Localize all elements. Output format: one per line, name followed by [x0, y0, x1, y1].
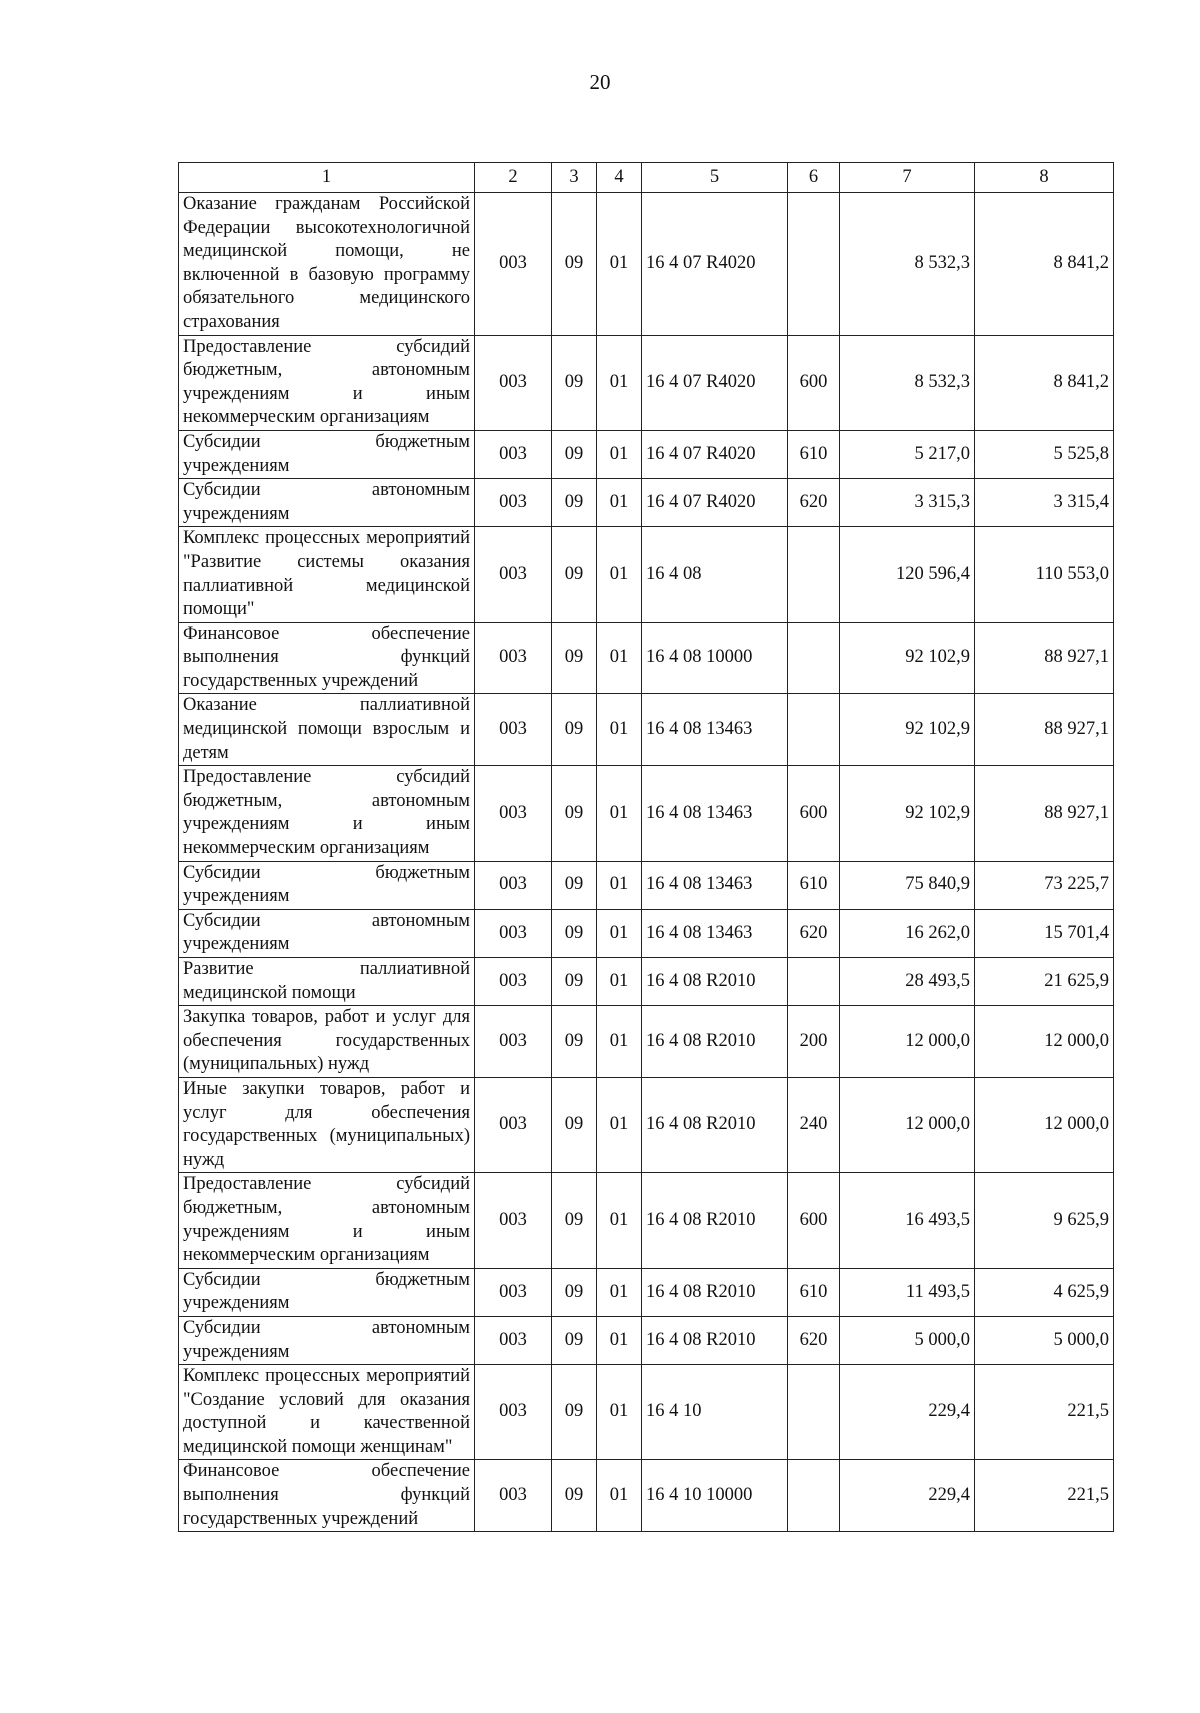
expense-type-cell: 600: [788, 766, 840, 861]
row-name-cell: Субсидии бюджетным учреждениям: [179, 861, 475, 909]
expense-type-cell: 610: [788, 1268, 840, 1316]
amount-year1-cell: 8 532,3: [840, 193, 975, 336]
column-header: 6: [788, 163, 840, 193]
expense-type-cell: 620: [788, 479, 840, 527]
target-article-cell: 16 4 08 R2010: [642, 1268, 788, 1316]
page-number: 20: [589, 70, 611, 94]
expense-type-cell: [788, 694, 840, 766]
ministry-code-cell: 003: [475, 430, 552, 478]
row-name-cell: Комплекс процессных мероприятий "Развитие системы оказания паллиативной медицинской помощи": [179, 527, 475, 622]
subsection-code-cell: 01: [597, 861, 642, 909]
ministry-code-cell: 003: [475, 766, 552, 861]
section-code-cell: 09: [552, 909, 597, 957]
table-row: [179, 694, 1114, 766]
table-row: [179, 909, 1114, 957]
target-article-cell: 16 4 08 13463: [642, 909, 788, 957]
table-row: [179, 622, 1114, 694]
target-article-cell: 16 4 08 13463: [642, 766, 788, 861]
row-name-cell: Предоставление субсидий бюджетным, автономным учреждениям и иным некоммерческим организациям: [179, 766, 475, 861]
table-row: [179, 527, 1114, 622]
table-row: [179, 766, 1114, 861]
expense-type-cell: 600: [788, 1173, 840, 1268]
amount-year2-cell: 12 000,0: [975, 1077, 1114, 1172]
section-code-cell: 09: [552, 1173, 597, 1268]
row-name-cell: Развитие паллиативной медицинской помощи: [179, 958, 475, 1006]
row-name-cell: Субсидии автономным учреждениям: [179, 479, 475, 527]
section-code-cell: 09: [552, 1316, 597, 1364]
target-article-cell: 16 4 08 13463: [642, 694, 788, 766]
amount-year2-cell: 88 927,1: [975, 622, 1114, 694]
expense-type-cell: 620: [788, 1316, 840, 1364]
amount-year1-cell: 11 493,5: [840, 1268, 975, 1316]
target-article-cell: 16 4 08 R2010: [642, 1316, 788, 1364]
amount-year1-cell: 16 493,5: [840, 1173, 975, 1268]
row-name-cell: Субсидии бюджетным учреждениям: [179, 1268, 475, 1316]
amount-year2-cell: 5 000,0: [975, 1316, 1114, 1364]
section-code-cell: 09: [552, 861, 597, 909]
ministry-code-cell: 003: [475, 861, 552, 909]
amount-year1-cell: 92 102,9: [840, 766, 975, 861]
expense-type-cell: 620: [788, 909, 840, 957]
amount-year2-cell: 3 315,4: [975, 479, 1114, 527]
subsection-code-cell: 01: [597, 1006, 642, 1078]
target-article-cell: 16 4 07 R4020: [642, 335, 788, 430]
subsection-code-cell: 01: [597, 694, 642, 766]
subsection-code-cell: 01: [597, 909, 642, 957]
section-code-cell: 09: [552, 335, 597, 430]
table-row: [179, 193, 1114, 336]
column-header: 7: [840, 163, 975, 193]
column-header: 8: [975, 163, 1114, 193]
section-code-cell: 09: [552, 958, 597, 1006]
budget-table: [178, 162, 1114, 1532]
amount-year1-cell: 229,4: [840, 1460, 975, 1532]
amount-year1-cell: 75 840,9: [840, 861, 975, 909]
target-article-cell: 16 4 08 R2010: [642, 1077, 788, 1172]
row-name-cell: Субсидии бюджетным учреждениям: [179, 430, 475, 478]
target-article-cell: 16 4 10: [642, 1365, 788, 1460]
table-row: [179, 1460, 1114, 1532]
target-article-cell: 16 4 10 10000: [642, 1460, 788, 1532]
table-row: [179, 335, 1114, 430]
subsection-code-cell: 01: [597, 1077, 642, 1172]
ministry-code-cell: 003: [475, 909, 552, 957]
amount-year2-cell: 8 841,2: [975, 193, 1114, 336]
ministry-code-cell: 003: [475, 622, 552, 694]
expense-type-cell: [788, 622, 840, 694]
amount-year2-cell: 5 525,8: [975, 430, 1114, 478]
amount-year2-cell: 4 625,9: [975, 1268, 1114, 1316]
table-body: [179, 193, 1114, 1532]
section-code-cell: 09: [552, 193, 597, 336]
column-header: 2: [475, 163, 552, 193]
table-row: [179, 479, 1114, 527]
subsection-code-cell: 01: [597, 430, 642, 478]
target-article-cell: 16 4 07 R4020: [642, 193, 788, 336]
expense-type-cell: [788, 1365, 840, 1460]
amount-year1-cell: 12 000,0: [840, 1006, 975, 1078]
subsection-code-cell: 01: [597, 766, 642, 861]
ministry-code-cell: 003: [475, 1077, 552, 1172]
ministry-code-cell: 003: [475, 1173, 552, 1268]
amount-year2-cell: 9 625,9: [975, 1173, 1114, 1268]
section-code-cell: 09: [552, 1365, 597, 1460]
target-article-cell: 16 4 08 13463: [642, 861, 788, 909]
row-name-cell: Оказание гражданам Российской Федерации высокотехнологичной медицинской помощи, не включенной в базовую программу обязательного медицинского страхования: [179, 193, 475, 336]
ministry-code-cell: 003: [475, 1365, 552, 1460]
amount-year2-cell: 88 927,1: [975, 766, 1114, 861]
column-header: 4: [597, 163, 642, 193]
table-row: [179, 1077, 1114, 1172]
amount-year1-cell: 3 315,3: [840, 479, 975, 527]
expense-type-cell: 610: [788, 430, 840, 478]
subsection-code-cell: 01: [597, 335, 642, 430]
amount-year1-cell: 92 102,9: [840, 694, 975, 766]
target-article-cell: 16 4 08 10000: [642, 622, 788, 694]
ministry-code-cell: 003: [475, 527, 552, 622]
ministry-code-cell: 003: [475, 193, 552, 336]
amount-year1-cell: 5 217,0: [840, 430, 975, 478]
section-code-cell: 09: [552, 1006, 597, 1078]
row-name-cell: Субсидии автономным учреждениям: [179, 1316, 475, 1364]
amount-year2-cell: 12 000,0: [975, 1006, 1114, 1078]
table-row: [179, 1365, 1114, 1460]
amount-year2-cell: 221,5: [975, 1460, 1114, 1532]
section-code-cell: 09: [552, 527, 597, 622]
row-name-cell: Финансовое обеспечение выполнения функций государственных учреждений: [179, 622, 475, 694]
expense-type-cell: 610: [788, 861, 840, 909]
header-row: [179, 163, 1114, 193]
section-code-cell: 09: [552, 622, 597, 694]
subsection-code-cell: 01: [597, 1365, 642, 1460]
target-article-cell: 16 4 08: [642, 527, 788, 622]
section-code-cell: 09: [552, 1268, 597, 1316]
expense-type-cell: [788, 958, 840, 1006]
ministry-code-cell: 003: [475, 694, 552, 766]
amount-year2-cell: 110 553,0: [975, 527, 1114, 622]
amount-year1-cell: 28 493,5: [840, 958, 975, 1006]
section-code-cell: 09: [552, 1460, 597, 1532]
amount-year2-cell: 88 927,1: [975, 694, 1114, 766]
amount-year2-cell: 73 225,7: [975, 861, 1114, 909]
subsection-code-cell: 01: [597, 1268, 642, 1316]
section-code-cell: 09: [552, 430, 597, 478]
amount-year1-cell: 16 262,0: [840, 909, 975, 957]
subsection-code-cell: 01: [597, 958, 642, 1006]
amount-year1-cell: 5 000,0: [840, 1316, 975, 1364]
subsection-code-cell: 01: [597, 193, 642, 336]
amount-year2-cell: 15 701,4: [975, 909, 1114, 957]
row-name-cell: Предоставление субсидий бюджетным, автономным учреждениям и иным некоммерческим организациям: [179, 335, 475, 430]
table-header: [179, 163, 1114, 193]
amount-year1-cell: 120 596,4: [840, 527, 975, 622]
expense-type-cell: 600: [788, 335, 840, 430]
amount-year1-cell: 8 532,3: [840, 335, 975, 430]
row-name-cell: Иные закупки товаров, работ и услуг для обеспечения государственных (муниципальных) нужд: [179, 1077, 475, 1172]
amount-year2-cell: 8 841,2: [975, 335, 1114, 430]
row-name-cell: Оказание паллиативной медицинской помощи взрослым и детям: [179, 694, 475, 766]
row-name-cell: Предоставление субсидий бюджетным, автономным учреждениям и иным некоммерческим организациям: [179, 1173, 475, 1268]
row-name-cell: Закупка товаров, работ и услуг для обеспечения государственных (муниципальных) нужд: [179, 1006, 475, 1078]
amount-year2-cell: 21 625,9: [975, 958, 1114, 1006]
expense-type-cell: 200: [788, 1006, 840, 1078]
ministry-code-cell: 003: [475, 1460, 552, 1532]
section-code-cell: 09: [552, 479, 597, 527]
ministry-code-cell: 003: [475, 1268, 552, 1316]
amount-year2-cell: 221,5: [975, 1365, 1114, 1460]
row-name-cell: Комплекс процессных мероприятий "Создание условий для оказания доступной и качественной медицинской помощи женщинам": [179, 1365, 475, 1460]
expense-type-cell: [788, 193, 840, 336]
subsection-code-cell: 01: [597, 479, 642, 527]
table-row: [179, 1268, 1114, 1316]
target-article-cell: 16 4 08 R2010: [642, 958, 788, 1006]
subsection-code-cell: 01: [597, 622, 642, 694]
table-row: [179, 1316, 1114, 1364]
table-row: [179, 430, 1114, 478]
target-article-cell: 16 4 07 R4020: [642, 479, 788, 527]
subsection-code-cell: 01: [597, 1316, 642, 1364]
amount-year1-cell: 229,4: [840, 1365, 975, 1460]
amount-year1-cell: 12 000,0: [840, 1077, 975, 1172]
table-row: [179, 1173, 1114, 1268]
subsection-code-cell: 01: [597, 527, 642, 622]
subsection-code-cell: 01: [597, 1460, 642, 1532]
section-code-cell: 09: [552, 1077, 597, 1172]
ministry-code-cell: 003: [475, 479, 552, 527]
section-code-cell: 09: [552, 694, 597, 766]
column-header: 3: [552, 163, 597, 193]
ministry-code-cell: 003: [475, 958, 552, 1006]
target-article-cell: 16 4 08 R2010: [642, 1173, 788, 1268]
column-header: 1: [179, 163, 475, 193]
expense-type-cell: [788, 1460, 840, 1532]
row-name-cell: Финансовое обеспечение выполнения функций государственных учреждений: [179, 1460, 475, 1532]
target-article-cell: 16 4 07 R4020: [642, 430, 788, 478]
ministry-code-cell: 003: [475, 1006, 552, 1078]
ministry-code-cell: 003: [475, 1316, 552, 1364]
section-code-cell: 09: [552, 766, 597, 861]
amount-year1-cell: 92 102,9: [840, 622, 975, 694]
ministry-code-cell: 003: [475, 335, 552, 430]
column-header: 5: [642, 163, 788, 193]
expense-type-cell: 240: [788, 1077, 840, 1172]
table-row: [179, 1006, 1114, 1078]
subsection-code-cell: 01: [597, 1173, 642, 1268]
expense-type-cell: [788, 527, 840, 622]
table-row: [179, 958, 1114, 1006]
target-article-cell: 16 4 08 R2010: [642, 1006, 788, 1078]
table-row: [179, 861, 1114, 909]
row-name-cell: Субсидии автономным учреждениям: [179, 909, 475, 957]
